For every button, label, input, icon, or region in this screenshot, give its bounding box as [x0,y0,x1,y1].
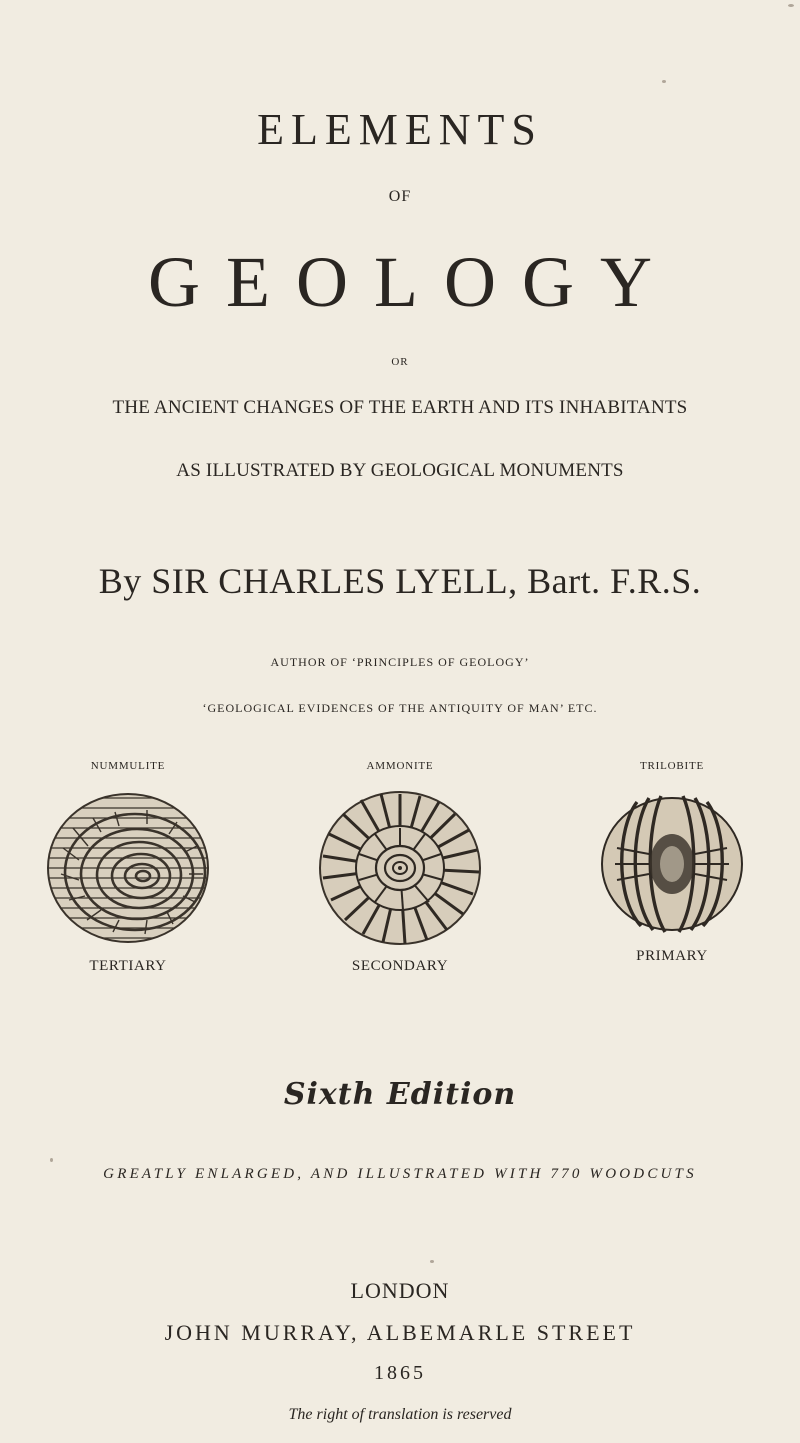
author-line [0,560,800,602]
rights-notice: The right of translation is reserved [288,1406,512,1423]
author-by: By [98,561,142,601]
author-name: SIR CHARLES LYELL, [151,561,518,601]
paper-speck [50,1158,53,1162]
imprint-year: 1865 [374,1362,426,1384]
author-bart: Bart. [527,561,601,601]
imprint-city: LONDON [350,1278,450,1303]
title-or: OR [391,356,409,368]
fossil-nummulite [8,760,248,975]
nummulite-icon [43,788,213,948]
fossil-label: NUMMULITE [90,760,166,772]
edition-name: Sixth Edition [283,1077,517,1112]
subtitle-line-2: AS ILLUSTRATED BY GEOLOGICAL MONUMENTS [176,460,624,481]
paper-speck [430,1260,434,1263]
ammonite-icon [315,788,485,948]
fossil-era: SECONDARY [351,958,449,974]
fossil-trilobite [552,760,792,965]
edition-note: GREATLY ENLARGED, AND ILLUSTRATED WITH 770 WOODCUTS [103,1166,697,1182]
author-credit-line-1: AUTHOR OF ‘PRINCIPLES OF GEOLOGY’ [270,655,530,669]
author-frs: F.R.S. [610,561,702,601]
title-main: ELEMENTS [257,105,543,154]
fossil-era: TERTIARY [89,958,167,974]
fossil-label: AMMONITE [366,760,434,772]
paper-speck [788,4,794,7]
author-credit-line-2: ‘GEOLOGICAL EVIDENCES OF THE ANTIQUITY OF MAN’ ETC. [202,701,598,715]
fossil-ammonite [280,760,520,975]
fossil-label: TRILOBITE [639,760,705,772]
fossil-era: PRIMARY [636,948,708,964]
title-subject: GEOLOGY [148,242,678,322]
imprint-publisher: JOHN MURRAY, ALBEMARLE STREET [164,1320,636,1345]
title-of: OF [388,188,412,205]
subtitle-line-1: THE ANCIENT CHANGES OF THE EARTH AND ITS INHABITANTS [112,397,688,418]
paper-speck [662,80,666,83]
trilobite-icon [597,788,747,938]
